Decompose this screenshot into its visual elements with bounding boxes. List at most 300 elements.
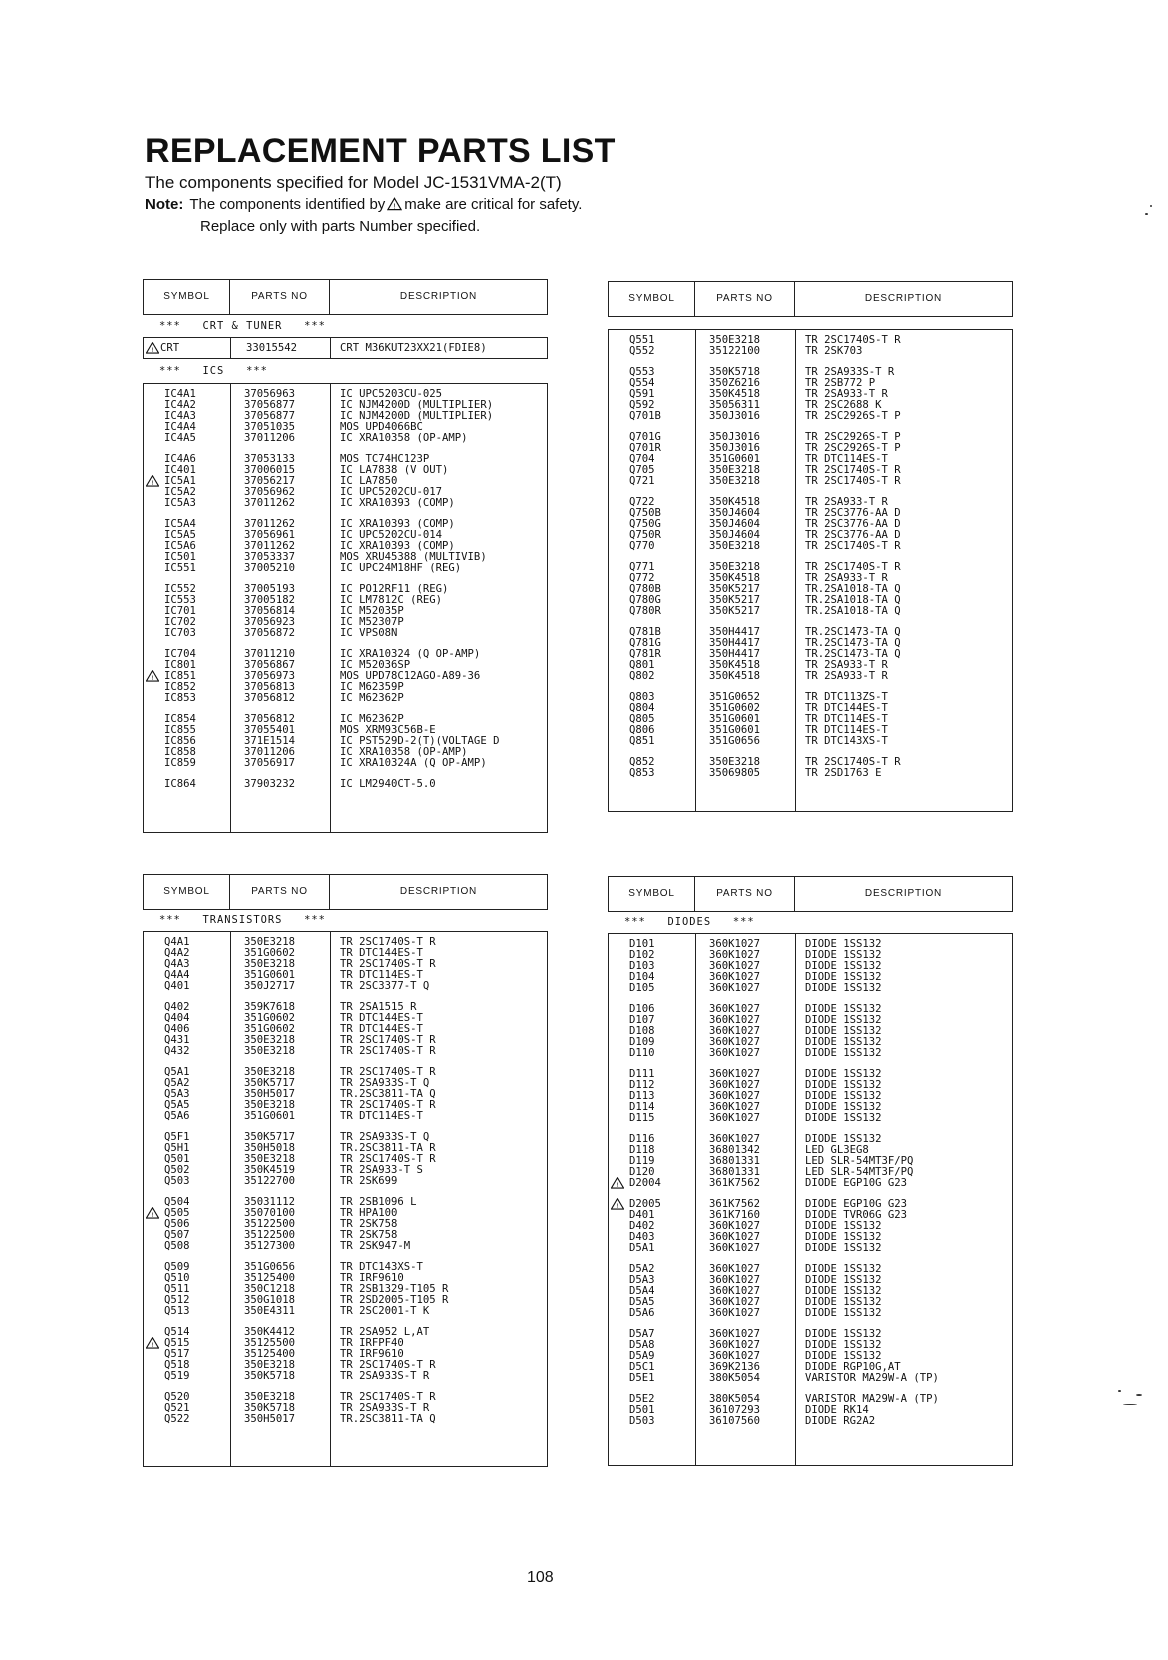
part-number: 351G0601 — [244, 1110, 296, 1123]
part-symbol: Q508 — [164, 1240, 190, 1253]
part-description: MOS XRU45388 (MULTIVIB) — [340, 551, 487, 564]
part-description: TR 2SK947-M — [340, 1240, 411, 1253]
row-group — [609, 1329, 1012, 1384]
part-symbol: D115 — [629, 1112, 655, 1125]
part-description: TR 2SC1740S-T R — [340, 936, 436, 948]
column-header — [143, 874, 548, 910]
part-number: 351G0602 — [244, 1023, 296, 1036]
part-symbol: Q701B — [629, 410, 661, 423]
part-description: TR 2SC2926S-T P — [805, 410, 901, 423]
part-symbol: Q406 — [164, 1023, 190, 1036]
column-header — [143, 279, 548, 315]
part-number: 350K5718 — [244, 1401, 296, 1414]
part-description: TR 2SC1740S-T R — [805, 540, 901, 552]
part-number: 360K1027 — [709, 1002, 761, 1015]
part-description: DIODE 1SS132 — [805, 1002, 882, 1015]
part-description: DIODE 1SS132 — [805, 960, 882, 973]
part-description: MOS UPD4066BC — [340, 421, 423, 434]
part-number: 37056877 — [244, 399, 296, 412]
part-symbol: IC854 — [164, 712, 196, 725]
part-description: TR DTC114ES-T — [340, 969, 423, 982]
part-number: 350K5217 — [709, 582, 761, 595]
part-description: TR 2SK699 — [340, 1175, 398, 1188]
part-description: DIODE 1SS132 — [805, 1112, 882, 1125]
section-label-crt: *** CRT & TUNER *** — [159, 320, 326, 332]
part-description: DIODE 1SS132 — [805, 1262, 882, 1275]
table-row — [609, 671, 1012, 682]
part-description: TR 2SC1740S-T R — [805, 560, 901, 573]
part-description: TR DTC143XS-T — [805, 734, 888, 747]
part-number: 37056814 — [244, 605, 296, 618]
part-number: 360K1027 — [709, 1220, 761, 1233]
part-number: 360K1027 — [709, 1047, 761, 1060]
part-description: TR 2SC3377-T Q — [340, 980, 430, 993]
col-description: DESCRIPTION — [864, 293, 943, 305]
part-number: 37056872 — [244, 627, 296, 640]
warning-triangle-icon — [387, 197, 402, 211]
part-description: TR 2SA933-T R — [805, 387, 888, 400]
part-description: TR 2SC1740S-T R — [340, 1099, 436, 1112]
part-number: 350E3218 — [244, 1045, 296, 1058]
part-number: 351G0652 — [709, 690, 761, 703]
part-number: 350E3218 — [709, 463, 761, 476]
part-description: TR.2SC1473-TA Q — [805, 647, 901, 660]
part-symbol: Q507 — [164, 1229, 190, 1242]
row-group — [609, 939, 1012, 994]
part-description: MOS UPD78C12AGO-A89-36 — [340, 670, 481, 683]
row-group — [144, 1132, 547, 1187]
row-group — [609, 367, 1012, 422]
part-symbol: Q512 — [164, 1294, 190, 1307]
part-symbol: Q522 — [164, 1412, 190, 1425]
part-number: 350C1218 — [244, 1283, 296, 1296]
part-number: 360K1027 — [709, 1296, 761, 1309]
part-description: IC UPC5202CU-017 — [340, 486, 443, 499]
part-description: IC M62362P — [340, 692, 404, 705]
part-description: IC PST529D-2(T)(VOLTAGE D — [340, 735, 500, 748]
part-description: DIODE RGP10G,AT — [805, 1361, 901, 1374]
part-symbol: IC856 — [164, 735, 196, 748]
part-symbol: Q553 — [629, 365, 655, 378]
part-number: 350E3218 — [244, 1034, 296, 1047]
part-symbol: D101 — [629, 938, 655, 950]
part-description: TR HPA100 — [340, 1206, 398, 1219]
part-description: DIODE 1SS132 — [805, 1338, 882, 1351]
part-symbol: D120 — [629, 1166, 655, 1179]
part-number: 360K1027 — [709, 1079, 761, 1092]
part-number: 360K1027 — [709, 1025, 761, 1038]
part-number: 360K1027 — [709, 1112, 761, 1125]
part-symbol: IC4A3 — [164, 410, 196, 423]
part-description: TR 2SD2005-T105 R — [340, 1294, 449, 1307]
part-symbol: IC4A6 — [164, 452, 196, 465]
table-row — [144, 628, 547, 639]
part-number: 350J3016 — [709, 430, 761, 443]
svg-text:!: ! — [151, 1342, 154, 1349]
part-number: 360K1027 — [709, 1014, 761, 1027]
part-symbol: D5A2 — [629, 1262, 655, 1275]
part-description: TR 2SA933S-T R — [340, 1370, 430, 1383]
part-symbol: IC864 — [164, 777, 196, 790]
part-description: DIODE 1SS132 — [805, 1090, 882, 1103]
part-number: 360K1027 — [709, 949, 761, 962]
part-description: IC M62362P — [340, 712, 404, 725]
part-symbol: Q514 — [164, 1325, 190, 1338]
part-symbol: D108 — [629, 1025, 655, 1038]
part-number: 350H4417 — [709, 647, 761, 660]
part-symbol: IC5A4 — [164, 517, 196, 530]
part-number: 37011262 — [244, 517, 296, 530]
part-number: 37056867 — [244, 658, 296, 671]
part-symbol: Q431 — [164, 1034, 190, 1047]
row-group — [609, 1264, 1012, 1319]
part-description: TR 2SC2926S-T P — [805, 441, 901, 454]
part-symbol: D5A1 — [629, 1242, 655, 1255]
table-row — [609, 606, 1012, 617]
part-symbol: D2005 — [629, 1197, 661, 1210]
part-description: TR 2SC1740S-T R — [340, 958, 436, 971]
part-description: TR 2SC1740S-T R — [340, 1045, 436, 1058]
svg-text:!: ! — [393, 201, 396, 211]
part-description: TR IRFPF40 — [340, 1336, 404, 1349]
part-symbol: Q701G — [629, 430, 661, 443]
part-description: TR 2SA933-T R — [805, 669, 888, 682]
part-number: 350J4604 — [709, 528, 761, 541]
part-symbol: D5E1 — [629, 1372, 655, 1385]
table-row — [609, 692, 1012, 703]
part-number: 350K4412 — [244, 1325, 296, 1338]
row-group — [144, 649, 547, 704]
part-description: TR.2SC1473-TA Q — [805, 636, 901, 649]
row-group — [609, 1004, 1012, 1059]
part-description: TR 2SA933S-T R — [340, 1401, 430, 1414]
row-group — [144, 1002, 547, 1057]
part-description: DIODE 1SS132 — [805, 1025, 882, 1038]
part-symbol: IC501 — [164, 551, 196, 564]
part-number: 361K7562 — [709, 1197, 761, 1210]
part-symbol: IC5A1 — [164, 475, 196, 488]
table-row — [609, 411, 1012, 422]
part-number: 35122100 — [709, 345, 761, 358]
part-number: 37056963 — [244, 388, 296, 400]
part-symbol: D5A8 — [629, 1338, 655, 1351]
part-number: 360K1027 — [709, 1338, 761, 1351]
part-number: 35125400 — [244, 1348, 296, 1360]
part-number: 350J4604 — [709, 517, 761, 530]
part-number: 350E3218 — [709, 755, 761, 768]
part-description: TR 2SC1740S-T R — [340, 1034, 436, 1047]
table-row — [144, 1111, 547, 1122]
part-number: 37005193 — [244, 582, 296, 595]
part-number: 36801331 — [709, 1166, 761, 1179]
row-group — [609, 627, 1012, 682]
part-description: TR IRF9610 — [340, 1348, 404, 1360]
part-number: 35122500 — [244, 1229, 296, 1242]
part-description: TR 2SC2926S-T P — [805, 430, 901, 443]
part-symbol: Q521 — [164, 1401, 190, 1414]
part-number: 360K1027 — [709, 1350, 761, 1362]
part-number: 351G0602 — [244, 947, 296, 960]
ics-rows — [144, 389, 547, 799]
part-symbol: Q772 — [629, 571, 655, 584]
part-symbol: Q404 — [164, 1012, 190, 1025]
part-description: IC XRA10324 (Q OP-AMP) — [340, 647, 481, 660]
part-number: 350J2717 — [244, 980, 296, 993]
part-number: 35125500 — [244, 1336, 296, 1349]
svg-text:!: ! — [151, 675, 154, 683]
part-number: 37056973 — [244, 670, 296, 683]
part-number: 380K5054 — [709, 1372, 761, 1385]
part-symbol: Q551 — [629, 334, 655, 346]
part-symbol: Q806 — [629, 723, 655, 736]
part-description: TR.2SC3811-TA Q — [340, 1412, 436, 1425]
part-symbol: Q704 — [629, 452, 655, 465]
part-description: DIODE 1SS132 — [805, 1036, 882, 1049]
part-description: TR 2SA933S-T R — [805, 365, 895, 378]
crt-desc: CRT M36KUT23XX21(FDIE8) — [340, 342, 487, 354]
col-description: DESCRIPTION — [399, 291, 478, 303]
part-number: 37011206 — [244, 746, 296, 759]
part-number: 35122700 — [244, 1175, 296, 1188]
part-number: 37056917 — [244, 757, 296, 770]
part-description: VARISTOR MA29W-A (TP) — [805, 1372, 939, 1385]
part-description: TR DTC144ES-T — [340, 1012, 423, 1025]
part-number: 37056877 — [244, 410, 296, 423]
part-description: TR 2SB1096 L — [340, 1195, 417, 1208]
part-description: TR DTC144ES-T — [340, 1023, 423, 1036]
part-symbol: Q5F1 — [164, 1130, 190, 1143]
part-symbol: D112 — [629, 1079, 655, 1092]
part-description: DIODE 1SS132 — [805, 971, 882, 984]
row-group — [609, 497, 1012, 552]
part-description: TR 2SC2001-T K — [340, 1305, 430, 1318]
part-number: 37006015 — [244, 464, 296, 477]
part-number: 351G0656 — [244, 1260, 296, 1273]
part-number: 350K4518 — [709, 571, 761, 584]
svg-text:!: ! — [616, 1182, 619, 1190]
part-description: TR DTC114ES-T — [805, 712, 888, 725]
part-description: DIODE EGP10G G23 — [805, 1177, 908, 1190]
part-description: IC NJM4200D (MULTIPLIER) — [340, 399, 494, 412]
row-group — [144, 454, 547, 509]
part-symbol: Q402 — [164, 1000, 190, 1013]
part-symbol: Q517 — [164, 1348, 190, 1360]
part-description: TR.2SC3811-TA Q — [340, 1088, 436, 1101]
part-symbol: Q781R — [629, 647, 661, 660]
part-number: 350Z6216 — [709, 376, 761, 389]
part-symbol: D401 — [629, 1208, 655, 1221]
part-symbol: D501 — [629, 1403, 655, 1416]
part-symbol: D5A7 — [629, 1327, 655, 1340]
part-number: 350E3218 — [244, 1065, 296, 1078]
table-row — [144, 1241, 547, 1252]
page-number: 108 — [527, 1569, 554, 1586]
part-description: TR 2SD1763 E — [805, 766, 882, 779]
table-row — [609, 1113, 1012, 1124]
part-symbol: Q519 — [164, 1370, 190, 1383]
col-parts-no: PARTS NO — [230, 280, 330, 314]
page-header — [145, 132, 845, 238]
part-description: TR 2SK758 — [340, 1218, 398, 1231]
part-description: IC XRA10324A (Q OP-AMP) — [340, 757, 487, 770]
part-number: 350H4417 — [709, 625, 761, 638]
part-number: 36801331 — [709, 1155, 761, 1168]
table-row — [144, 981, 547, 992]
row-group — [144, 584, 547, 639]
part-description: DIODE RK14 — [805, 1403, 869, 1416]
note-text-a: The components identified by — [189, 196, 386, 213]
row-group — [609, 1069, 1012, 1124]
part-description: TR DTC114ES-T — [340, 1110, 423, 1123]
part-symbol: Q780R — [629, 604, 661, 617]
part-number: 350G1018 — [244, 1294, 296, 1307]
part-number: 37005182 — [244, 594, 296, 606]
part-description: TR 2SC3776-AA D — [805, 528, 901, 541]
part-number: 37903232 — [244, 777, 296, 790]
part-number: 37056813 — [244, 681, 296, 694]
scan-speck — [1123, 1404, 1137, 1405]
part-description: TR 2SC1740S-T R — [805, 463, 901, 476]
part-symbol: IC851 — [164, 670, 196, 683]
part-symbol: Q554 — [629, 376, 655, 389]
part-description: IC LA7838 (V OUT) — [340, 464, 449, 477]
part-description: DIODE 1SS132 — [805, 1273, 882, 1286]
table-row — [609, 983, 1012, 994]
svg-text:!: ! — [151, 347, 154, 354]
table-row — [609, 1048, 1012, 1059]
part-number: 35127300 — [244, 1240, 296, 1253]
part-description: IC M52036SP — [340, 658, 411, 671]
part-symbol: IC5A3 — [164, 497, 196, 510]
part-description: TR IRF9610 — [340, 1271, 404, 1284]
part-number: 351G0601 — [709, 452, 761, 465]
part-symbol: D5A6 — [629, 1307, 655, 1320]
part-symbol: IC858 — [164, 746, 196, 759]
part-number: 350E3218 — [244, 1099, 296, 1112]
part-symbol: D5A5 — [629, 1296, 655, 1309]
part-description: DIODE 1SS132 — [805, 1101, 882, 1114]
part-description: TR 2SA933S-T Q — [340, 1077, 430, 1090]
diodes-table — [608, 933, 1013, 1466]
table-row — [609, 1416, 1012, 1427]
part-symbol: D403 — [629, 1231, 655, 1244]
part-symbol: Q851 — [629, 734, 655, 747]
part-description: TR 2SC3776-AA D — [805, 517, 901, 530]
part-symbol: Q502 — [164, 1164, 190, 1177]
part-number: 37011206 — [244, 432, 296, 445]
part-description: IC LM7812C (REG) — [340, 594, 443, 606]
part-description: DIODE 1SS132 — [805, 1350, 882, 1362]
part-number: 350E3218 — [709, 475, 761, 488]
section-label-diodes: *** DIODES *** — [624, 916, 755, 928]
note-label: Note: — [145, 196, 184, 213]
row-group — [144, 714, 547, 769]
part-symbol: IC853 — [164, 692, 196, 705]
table-row — [609, 1178, 1012, 1189]
part-number: 360K1027 — [709, 1067, 761, 1080]
part-description: TR DTC144ES-T — [340, 947, 423, 960]
part-description: TR 2SC1740S-T R — [805, 334, 901, 346]
part-number: 36107560 — [709, 1414, 761, 1427]
part-number: 35056311 — [709, 398, 761, 411]
warning-triangle-icon — [611, 1177, 624, 1189]
crt-row-box — [143, 337, 548, 359]
part-description: TR 2SA1515 R — [340, 1000, 417, 1013]
transistors-right-table — [608, 329, 1013, 812]
part-symbol: D503 — [629, 1414, 655, 1427]
part-description: VARISTOR MA29W-A (TP) — [805, 1392, 939, 1405]
part-symbol: Q5A3 — [164, 1088, 190, 1101]
part-description: DIODE 1SS132 — [805, 1047, 882, 1060]
part-description: DIODE 1SS132 — [805, 1079, 882, 1092]
table-row — [144, 1371, 547, 1382]
safety-note — [145, 194, 845, 216]
part-description: IC XRA10358 (OP-AMP) — [340, 432, 468, 445]
part-symbol: Q506 — [164, 1218, 190, 1231]
part-symbol: Q501 — [164, 1153, 190, 1166]
part-symbol: Q5A1 — [164, 1065, 190, 1078]
part-number: 350K5718 — [709, 365, 761, 378]
part-description: TR 2SA952 L,AT — [340, 1325, 430, 1338]
part-number: 380K5054 — [709, 1392, 761, 1405]
part-symbol: Q592 — [629, 398, 655, 411]
part-description: TR 2SC1740S-T R — [340, 1390, 436, 1403]
part-number: 35122500 — [244, 1218, 296, 1231]
part-description: DIODE 1SS132 — [805, 1014, 882, 1027]
row-group — [609, 562, 1012, 617]
part-symbol: D5A4 — [629, 1285, 655, 1298]
part-symbol: Q511 — [164, 1283, 190, 1296]
part-symbol: IC5A2 — [164, 486, 196, 499]
row-group — [144, 937, 547, 992]
part-description: TR 2SB772 P — [805, 376, 876, 389]
part-symbol: Q705 — [629, 463, 655, 476]
part-symbol: IC5A6 — [164, 540, 196, 553]
part-symbol: Q780B — [629, 582, 661, 595]
svg-text:!: ! — [151, 1212, 154, 1219]
row-group — [609, 1199, 1012, 1254]
part-description: IC XRA10393 (COMP) — [340, 540, 455, 553]
part-description: TR 2SA933S-T Q — [340, 1130, 430, 1143]
part-number: 350E3218 — [709, 560, 761, 573]
part-symbol: Q781B — [629, 625, 661, 638]
part-number: 350J3016 — [709, 410, 761, 423]
part-number: 360K1027 — [709, 1307, 761, 1320]
part-description: DIODE 1SS132 — [805, 1220, 882, 1233]
table-row — [609, 768, 1012, 779]
svg-text:!: ! — [616, 1203, 619, 1210]
warning-triangle-icon — [611, 1198, 624, 1210]
part-symbol: Q4A1 — [164, 936, 190, 948]
transistors-table — [143, 931, 548, 1467]
column-header — [608, 876, 1013, 912]
part-number: 37053337 — [244, 551, 296, 564]
part-description: IC UPC5202CU-014 — [340, 529, 443, 542]
part-symbol: IC801 — [164, 658, 196, 671]
part-symbol: IC4A4 — [164, 421, 196, 434]
part-symbol: Q750B — [629, 506, 661, 519]
table-row — [144, 758, 547, 769]
part-description: LED GL3EG8 — [805, 1144, 869, 1156]
col-parts-no: PARTS NO — [695, 282, 795, 316]
part-symbol: D5A3 — [629, 1273, 655, 1286]
part-symbol: Q552 — [629, 345, 655, 358]
part-number: 351G0602 — [244, 1012, 296, 1025]
part-number: 350E3218 — [709, 540, 761, 552]
part-symbol: Q5A2 — [164, 1077, 190, 1090]
crt-part: 33015542 — [246, 342, 298, 354]
table-row — [609, 346, 1012, 357]
